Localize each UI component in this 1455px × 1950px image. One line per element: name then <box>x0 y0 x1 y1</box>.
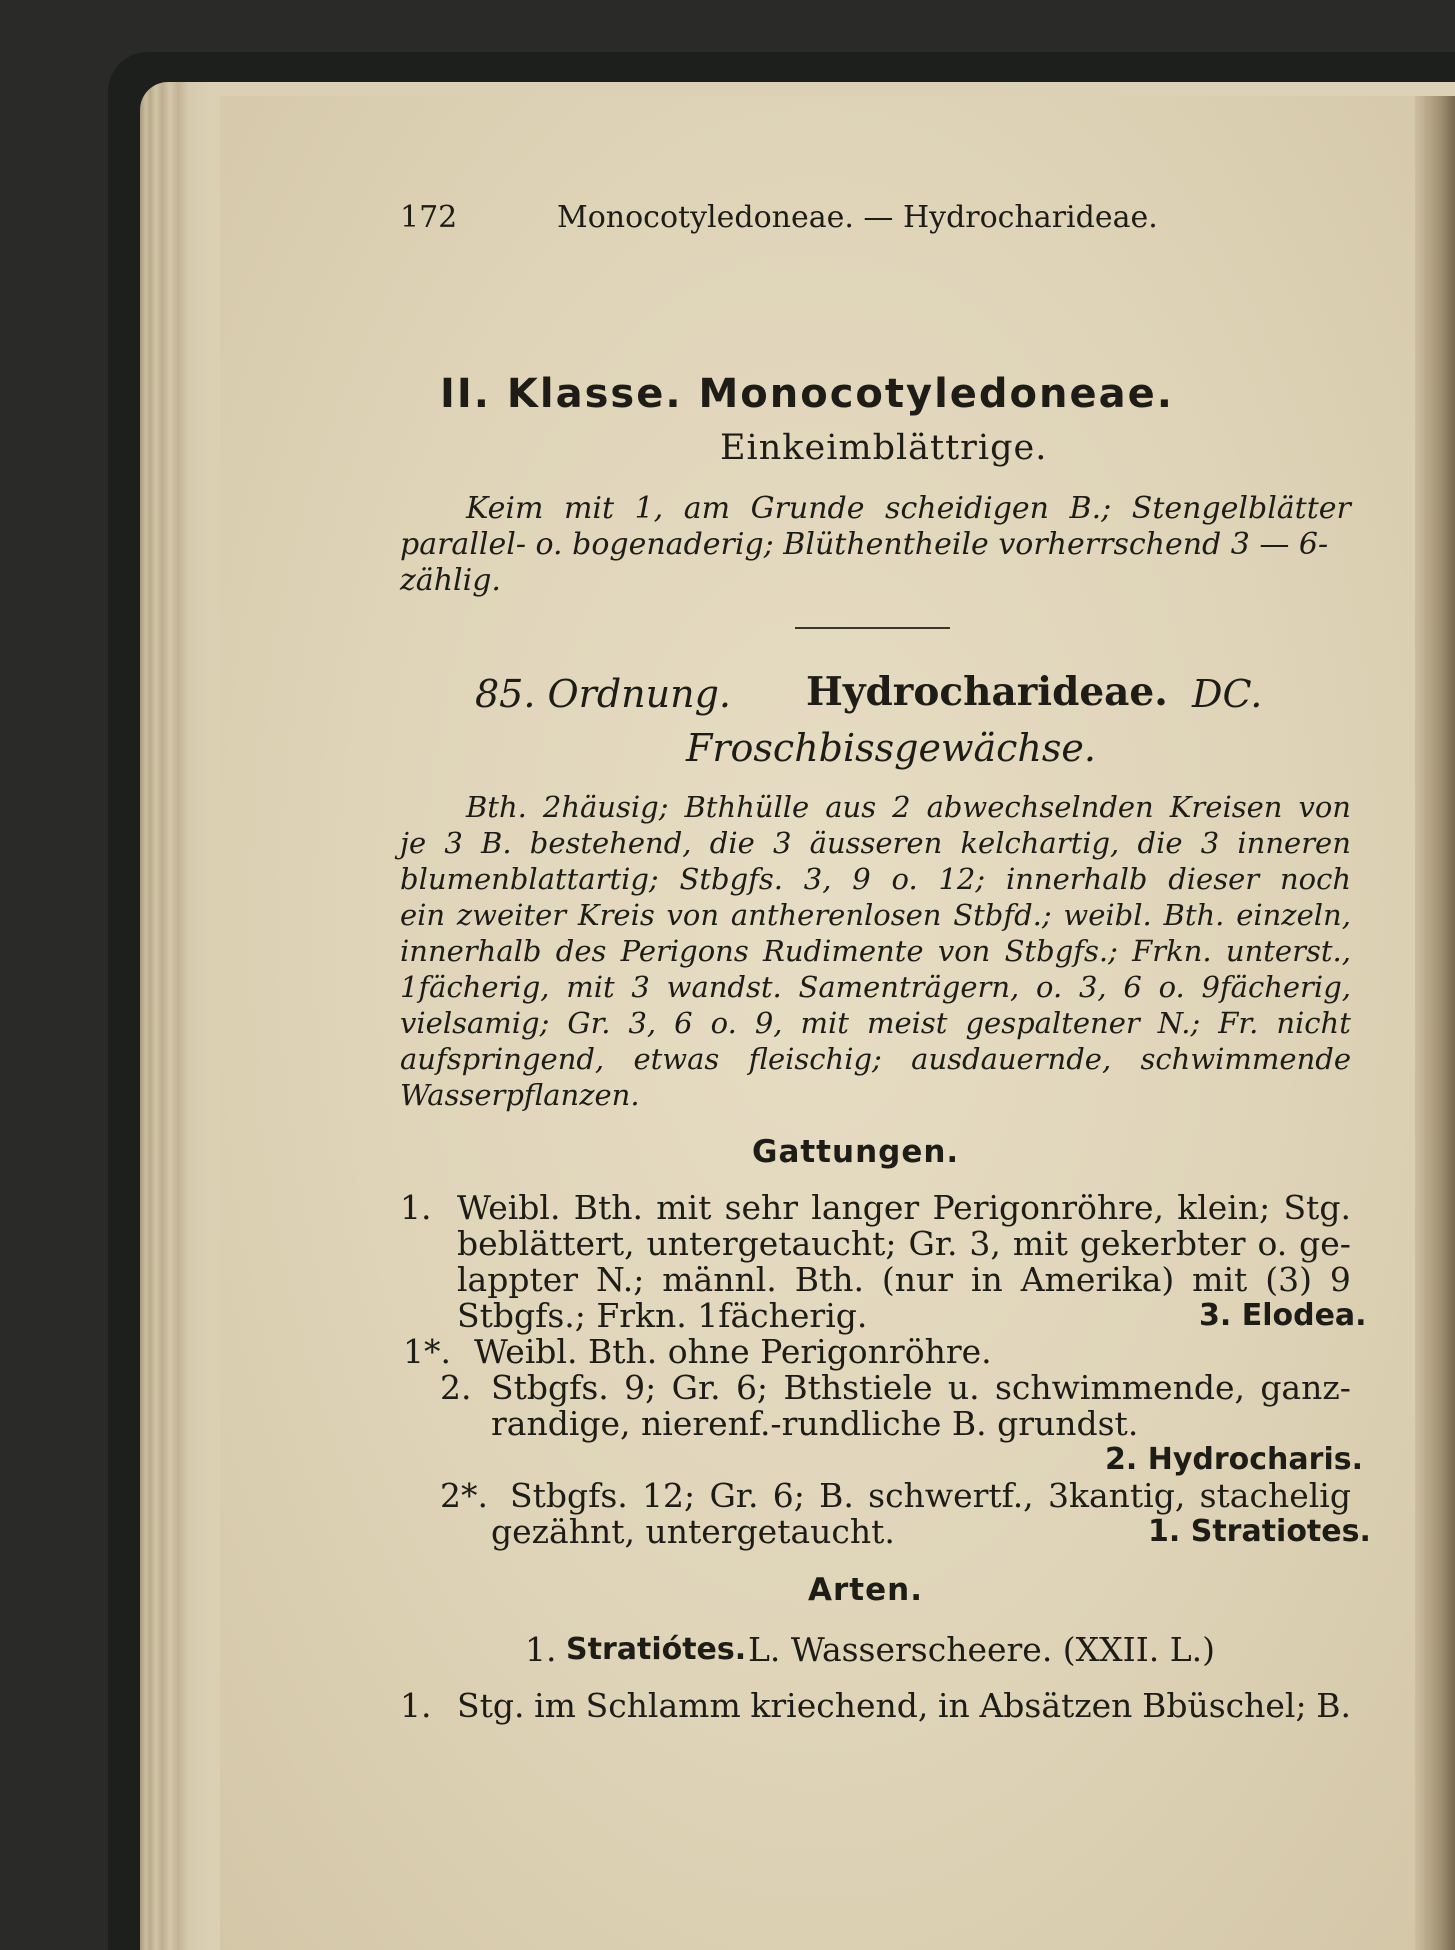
species-heading: Arten. <box>808 1572 923 1608</box>
order-description-line: blumenblattartig; Stbgfs. 3, 9 o. 12; innerhalb dieser noch <box>400 862 1351 896</box>
class-description-line: parallel- o. bogenaderig; Blüthentheile vorherrschend 3 — 6- <box>400 527 1329 562</box>
order-description-line: Wasserpflanzen. <box>400 1078 640 1112</box>
key-number: 1. <box>400 1188 432 1227</box>
species-description-number: 1. <box>400 1686 432 1725</box>
key-line: Stbgfs. 12; Gr. 6; B. schwertf., 3kantig, stachelig <box>510 1476 1351 1515</box>
page-number: 172 <box>400 200 458 235</box>
key-line: Stbgfs. 9; Gr. 6; Bthstiele u. schwimmende, ganz- <box>491 1368 1351 1407</box>
species-description-line: Stg. im Schlamm kriechend, in Absätzen Bbüschel; B. <box>457 1686 1351 1725</box>
key-number: 1*. <box>403 1332 451 1371</box>
order-author: DC. <box>1192 672 1263 716</box>
key-result: 1. Stratiotes. <box>1148 1514 1371 1549</box>
class-description-line: Keim mit 1, am Grunde scheidigen B.; Stengelblätter <box>466 491 1351 526</box>
key-result: 3. Elodea. <box>1199 1298 1367 1333</box>
class-german-name: Einkeimblättrige. <box>720 428 1048 468</box>
key-line: beblättert, untergetaucht; Gr. 3, mit gekerbter o. ge- <box>457 1224 1351 1263</box>
order-description-line: innerhalb des Perigons Rudimente von Stbgfs.; Frkn. unterst., <box>400 934 1351 968</box>
genera-heading: Gattungen. <box>752 1134 960 1170</box>
order-description-line: je 3 B. bestehend, die 3 äusseren kelchartig, die 3 inneren <box>400 826 1351 860</box>
key-line: gezähnt, untergetaucht. <box>491 1512 895 1551</box>
order-german-name: Froschbissgewächse. <box>686 726 1096 770</box>
species-genus-name: Stratiótes. <box>566 1632 747 1667</box>
running-title: Monocotyledoneae. — Hydrocharideae. <box>557 200 1158 235</box>
key-line: lappter N.; männl. Bth. (nur in Amerika) mit (3) 9 <box>457 1260 1351 1299</box>
key-line: randige, nierenf.-rundliche B. grundst. <box>491 1404 1139 1443</box>
page-gutter <box>1415 96 1455 1950</box>
species-entry-detail: L. Wasserscheere. (XXII. L.) <box>748 1630 1215 1669</box>
class-title: II. Klasse. Monocotyledoneae. <box>440 371 1174 417</box>
order-description-line: 1fächerig, mit 3 wandst. Samenträgern, o. 3, 6 o. 9fächerig, <box>400 970 1351 1004</box>
section-divider <box>795 627 950 629</box>
class-description-line: zählig. <box>400 563 501 598</box>
species-number: 1. <box>525 1630 557 1669</box>
key-line: Weibl. Bth. ohne Perigonröhre. <box>474 1332 992 1371</box>
key-result: 2. Hydrocharis. <box>1105 1442 1363 1477</box>
key-number: 2*. <box>440 1476 488 1515</box>
key-number: 2. <box>440 1368 472 1407</box>
order-description-line: ein zweiter Kreis von antherenlosen Stbfd.; weibl. Bth. einzeln, <box>400 898 1351 932</box>
order-description-line: vielsamig; Gr. 3, 6 o. 9, mit meist gespaltener N.; Fr. nicht <box>400 1006 1351 1040</box>
order-description-line: aufspringend, etwas fleischig; ausdauernde, schwimmende <box>400 1042 1351 1076</box>
order-description-line: Bth. 2häusig; Bthhülle aus 2 abwechselnden Kreisen von <box>466 790 1351 824</box>
order-name: Hydrocharideae. <box>806 669 1168 715</box>
key-line: Weibl. Bth. mit sehr langer Perigonröhre, klein; Stg. <box>457 1188 1351 1227</box>
order-prefix: 85. Ordnung. <box>475 672 731 716</box>
key-line: Stbgfs.; Frkn. 1fächerig. <box>457 1296 868 1335</box>
